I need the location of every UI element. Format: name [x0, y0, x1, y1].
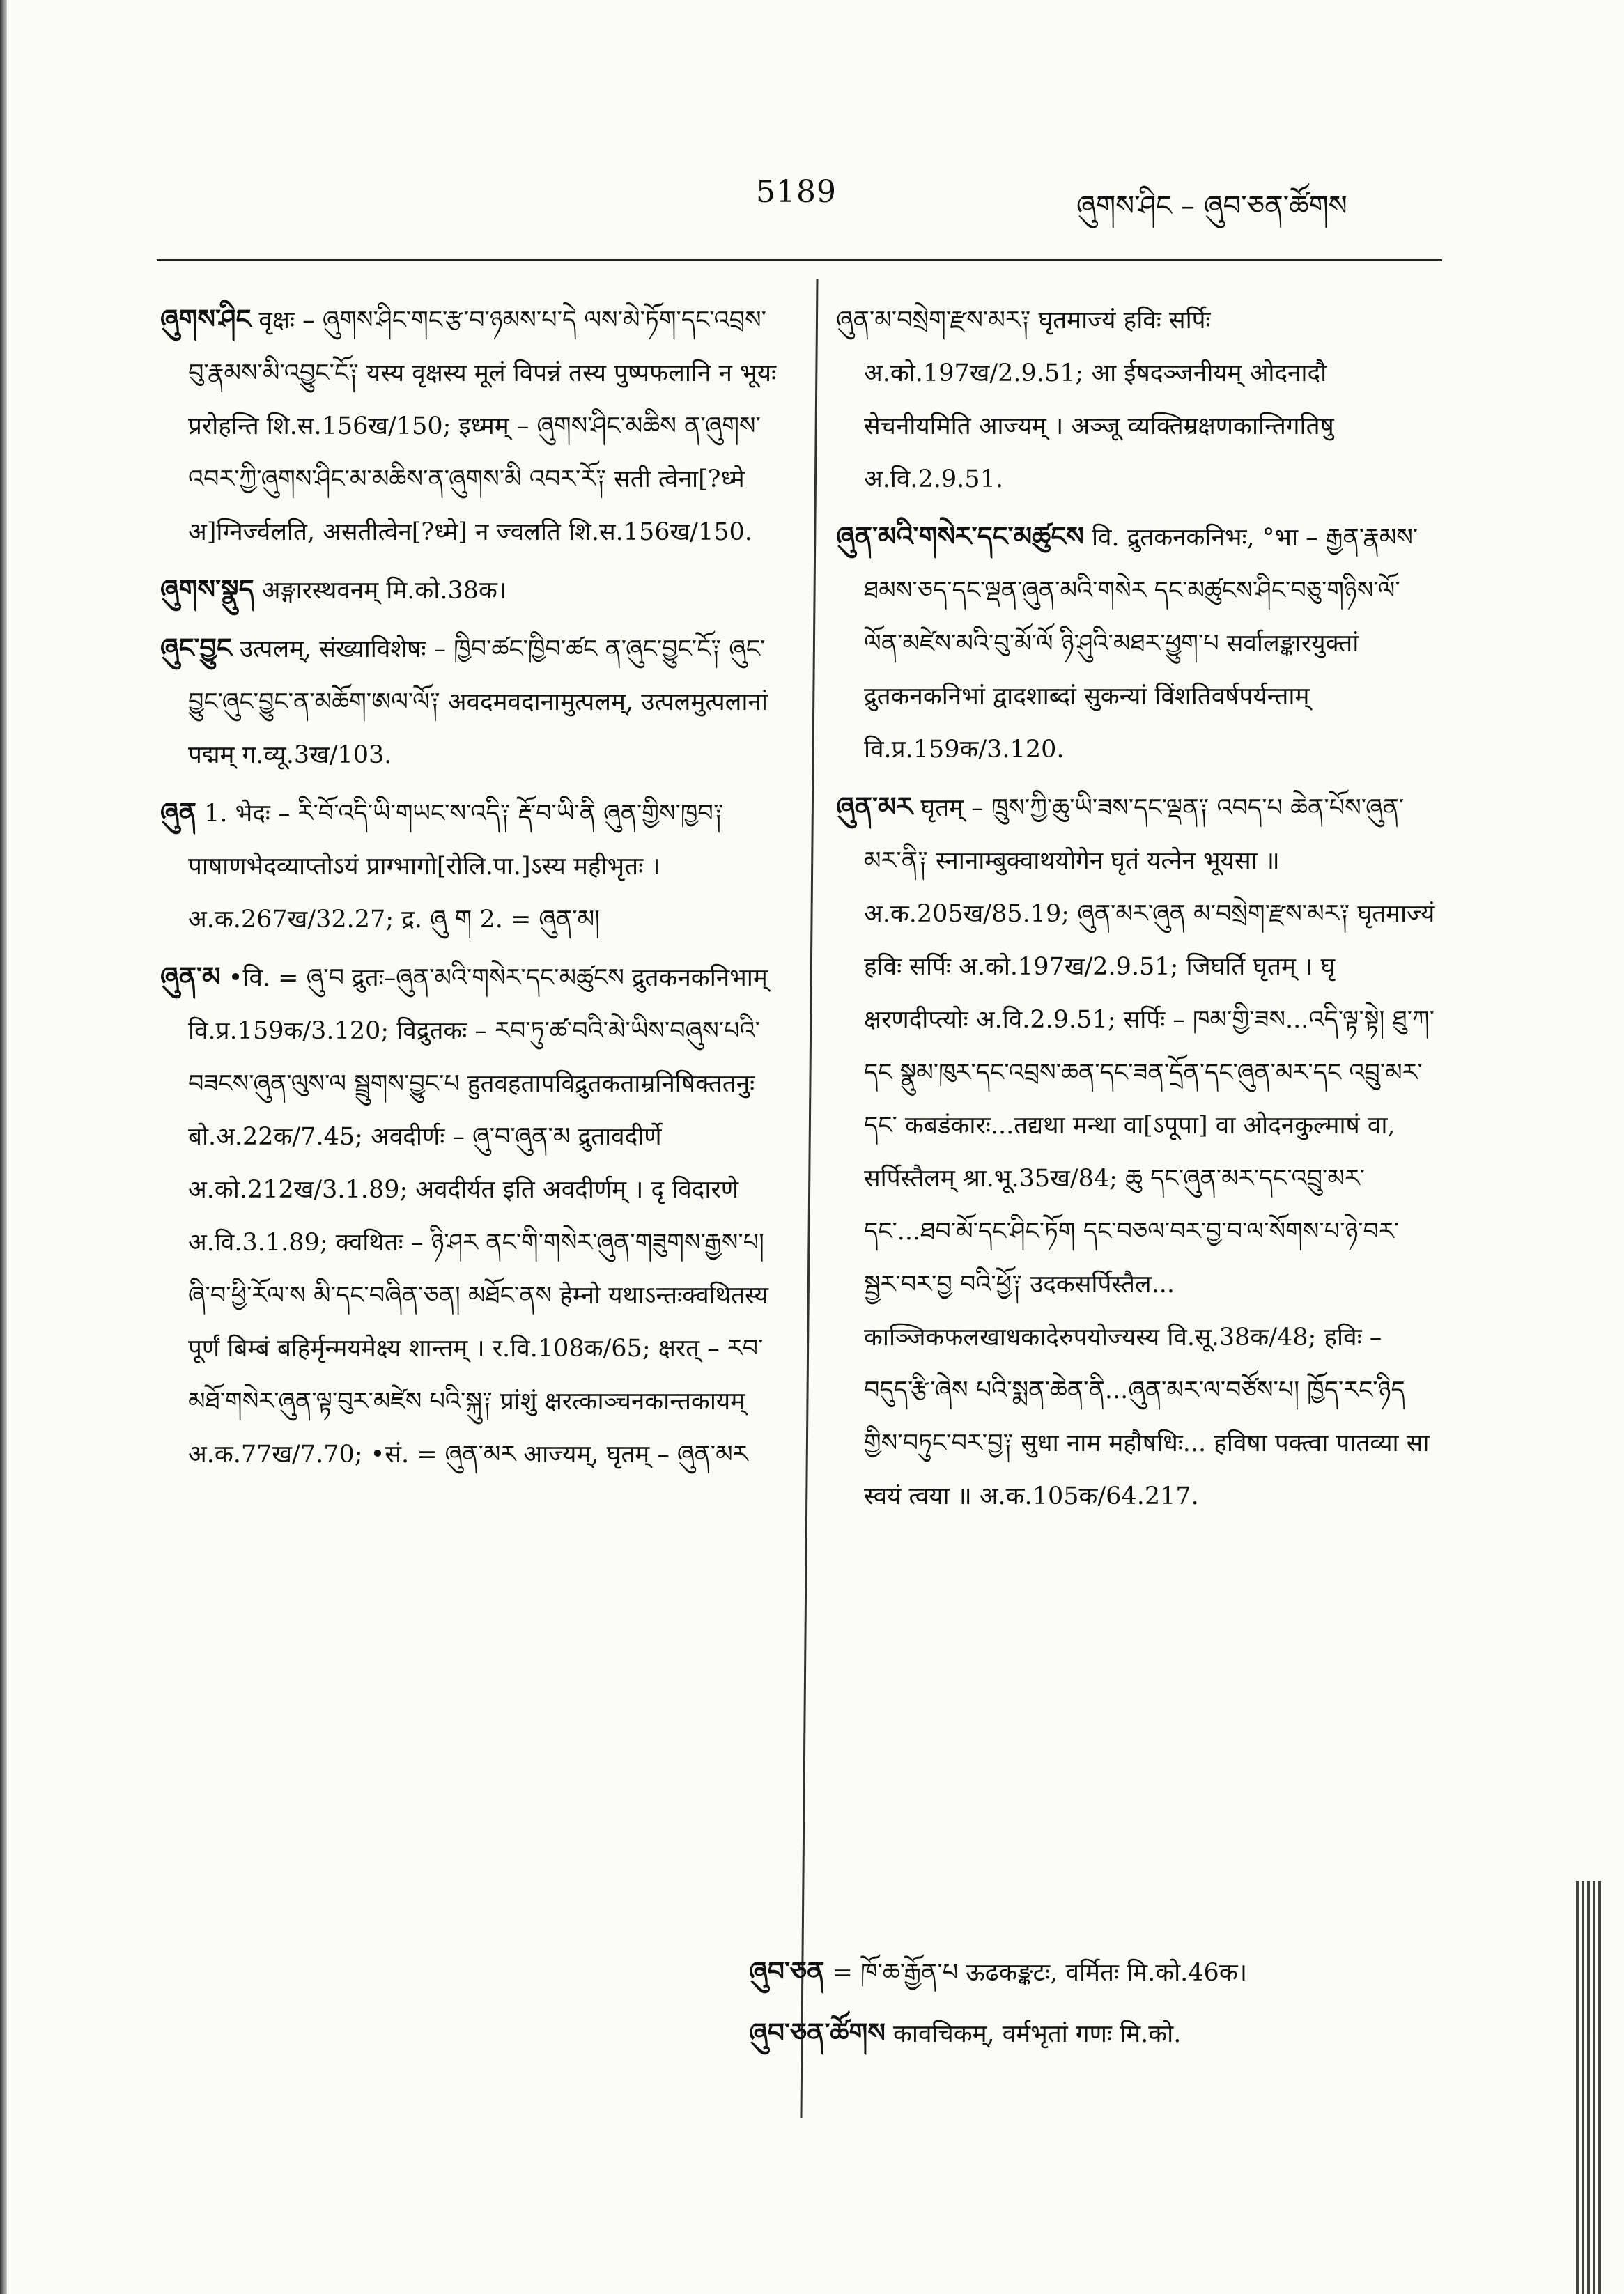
header-rule: [157, 259, 1442, 261]
entry-text: उत्पलम्, संख्याविशेषः – ཁྱིབ་ཚང་ཁྱིབ་ཚང ན་ཞུང་བྱུང་ངོ༑ ཞུང་བྱུང་ཞུང་བྱུང་ན་མཆོག་ཨལ་ལོ༑ अवदमवदानामुत्पलम्, उत्पलमुत्पलानां पद्मम् ग.व्यू.3ख/103.: [188, 635, 768, 769]
entry-text: वि. द्रुतकनकनिभः, °भा – རྒྱན་རྣམས་ཐམས་ཅད་དང་ལྡན་ཞུན་མའི་གསེར དང་མཚུངས་ཤིང་བཅུ་གཉིས་ལོ་ལོན་མཛེས་མའི་བུ་མོ་ལོ ཉི་ཤུའི་མཐར་ཕྱུག་པ सर्वालङ्कारयुक्तां द्रुतकनकनिभां द्वादशाब्दां सुकन्यां विंशतिवर्षपर्यन्ताम् वि.प्र.159क/3.120.: [864, 524, 1418, 764]
entry-headword: ཞུན: [160, 796, 196, 828]
entry-text: = ཁོ་ཆ་རྒྱོན་པ ऊढकङ्कटः, वर्मितः मि.को.46क।: [832, 1959, 1247, 1987]
dictionary-entry: [160, 563, 780, 617]
entry-text: घृतम् – ཁྲུས་ཀྱི་ཆུ་ཡི་ཟས་དང་ལྡན༑ འབད་པ ཆེན་པོས་ཞུན་མར་ནི༑ स्नानाम्बुक्वाथयोगेन घृतं यत्नेन भूयसा ॥ अ.क.205ख/85.19; ཞུན་མར་ཞུན མ་བསྲེག་རྫས་མར༑ घृतमाज्यं हविः सर्पिः अ.को.197ख/2.9.51; जिघर्ति घृतम् । घृ क्षरणदीप्त्योः अ.वि.2.9.51; सर्पिः – ཁམ་གྱི་ཟས...འདི་ལྟ་སྟེ། ཐུ་ཀ་དང སྣུམ་ཁུར་དང་འབྲས་ཆན་དང་ཟན་དྲོན་དང་ཞུན་མར་དང འབྲུ་མར་དང་ कबडंकारः...तद्यथा मन्था वा[ऽपूपा] वा ओदनकुल्माषं वा, सर्पिस्तैलम् श्रा.भू.35ख/84; ཆུ དང་ཞུན་མར་དང་འབྲུ་མར་དང་...ཐབ་མོ་དང་ཤིང་ཏོག དང་བཅལ་བར་བྱ་བ་ལ་སོགས་པ་ཉེ་བར་སྦྱར་བར་བྱ བའི་ཕྱོ༑ उदकसर्पिस्तैल... काञ्जिकफलखाधकादेरुपयोज्यस्य वि.सू.38क/48; हविः – བདུད་རྩི་ཞེས པའི་སྨན་ཆེན་ནི...ཞུན་མར་ལ་བཙོས་པ། ཁྱོད་རང་ཉིད གྱིས་བཏུང་བར་བྱ༑ सुधा नाम महौषधिः... हविषा पक्त्वा पातव्या सा स्वयं त्वया ॥ अ.क.105क/64.217.: [864, 794, 1435, 1510]
left-column: [160, 293, 780, 1485]
entry-text: कावचिकम्, वर्मभृतां गणः मि.को.: [893, 2020, 1182, 2048]
entry-headword: ཞུབ་ཅན་ཚོགས: [749, 2017, 886, 2048]
entry-headword: ཞུང་བྱུང: [160, 632, 232, 663]
dictionary-entry: [836, 780, 1435, 1523]
entry-text: •वि. = ཞུ་བ द्रुतः–ཞུན་མའི་གསེར་དང་མཚུངས द्रुतकनकनिभाम् वि.प्र.159क/3.120; विद्रुतकः – རབ་ཏུ་ཚ་བའི་མེ་ཡིས་བཞུས་པའི་བཟངས་ཞུན་ལུས་ལ སྦྲུགས་བྱུང་པ हुतवहतापविद्रुतकताम्रनिषिक्ततनुः बो.अ.22क/7.45; अवदीर्णः – ཞུ་བ་ཞུན་མ द्रुतावदीर्णे अ.को.212ख/3.1.89; अवदीर्यत इति अवदीर्णम् । दृ विदारणे अ.वि.3.1.89; क्वथितः – ཉི་ཤར ནང་གི་གསེར་ཞུན་གཟུགས་རྒྱས་པ། ཞི་བ་ཕྱི་རོལ་ས མི་དང་བཞིན་ཅན། མཐོང་ནས हेम्नो यथाऽन्तःक्वथितस्य पूर्णं बिम्बं बहिर्मृन्मयमेक्ष्य शान्तम् । र.वि.108क/65; क्षरत् – རབ་མཐོ་གསེར་ཞུན་ལྟ་བུར་མཛེས པའི་སྐུ༑ प्रांशुं क्षरत्काञ्चनकान्तकायम् अ.क.77ख/7.70; •सं. = ཞུན་མར आज्यम्, घृतम् – ཞུན་མར: [188, 964, 768, 1468]
entry-text: 1. भेदः – རི་བོ་འདི་ཡི་གཡང་ས་འདི༑ རྡོ་བ་ཡི་ནི ཞུན་གྱིས་ཁྱབ༑ पाषाणभेदव्याप्तोऽयं प्राग्भागो[रोलि.पा.]ऽस्य महीभृतः । अ.क.267ख/32.27; द्र. ཞུ ག 2. = ཞུན་མ།: [188, 800, 724, 933]
entry-headword: ཞུགས་སྣུད: [160, 573, 254, 605]
entry-text: ཞུན་མ་བསྲེག་རྫས་མར༑ घृतमाज्यं हविः सर्पिः अ.को.197ख/2.9.51; आ ईषदञ्जनीयम् ओदनादौ सेचनीयमिति आज्यम् । अञ्जू व्यक्तिम्रक्षणकान्तिगतिषु अ.वि.2.9.51.: [836, 307, 1334, 493]
dictionary-entry: [749, 2005, 1446, 2062]
running-head: ཞུགས་ཤིང – ཞུབ་ཅན་ཚོགས: [1076, 190, 1347, 222]
entry-text: वृक्षः – ཞུགས་ཤིང་གང་རྩ་བ་ཉམས་པ་དེ ལས་མེ་ཏོག་དང་འབྲས་བུ་རྣམས་མི་འབྱུང་ངོ༑ यस्य वृक्षस्य मूलं विपन्नं तस्य पुष्पफलानि न भूयः प्ररोहन्ति शि.स.156ख/150; इध्मम् – ཞུགས་ཤིང་མཆིས ན་ཞུགས་འབར་ཀྱི་ཞུགས་ཤིང་མ་མཆིས་ན་ཞུགས་མི འབར་རོ༑ सती त्वेना[?ध्मे अ]ग्निर्ज्वलति, असतीत्वेन[?ध्मे] न ज्वलति शि.स.156ख/150.: [188, 307, 777, 546]
right-column: [836, 293, 1435, 1527]
dictionary-entry: [836, 510, 1435, 776]
page-number: 5189: [756, 174, 837, 210]
column-divider: [800, 279, 818, 2118]
dictionary-entry-continued: [836, 293, 1435, 506]
footer-entries: [749, 1944, 1446, 2066]
entry-text: अङ्गारस्थवनम् मि.को.38क।: [261, 577, 507, 605]
entry-headword: ཞུབ་ཅན: [749, 1955, 825, 1987]
entry-headword: ཞུན་མ: [160, 961, 221, 992]
page-edge-shadow: [1576, 1881, 1604, 2294]
dictionary-entry: [160, 293, 780, 559]
entry-headword: ཞུགས་ཤིང: [160, 303, 252, 334]
binding-edge: [0, 0, 7, 2294]
dictionary-entry: [749, 1944, 1446, 2001]
entry-headword: ཞུན་མར: [836, 791, 913, 822]
dictionary-entry: [160, 786, 780, 946]
dictionary-entry: [160, 621, 780, 782]
entry-headword: ཞུན་མའི་གསེར་དང་མཚུངས: [836, 520, 1084, 552]
dictionary-entry: [160, 950, 780, 1481]
